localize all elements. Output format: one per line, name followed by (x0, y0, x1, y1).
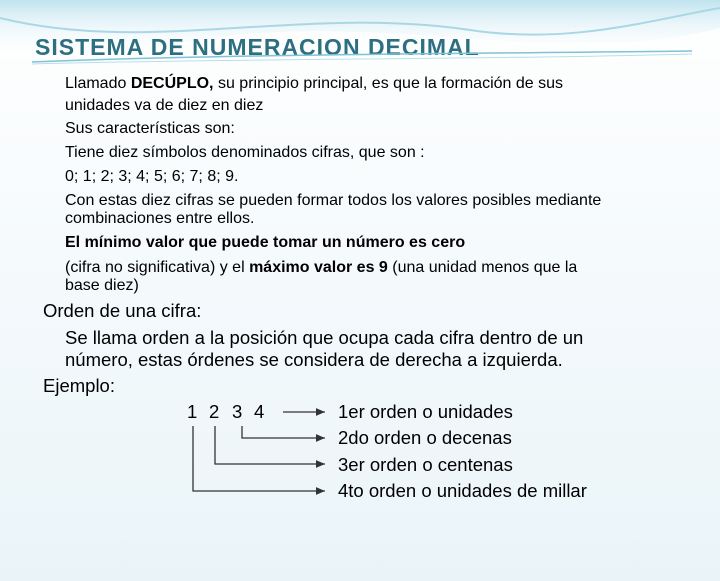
bullet-2-line-1: Con estas diez cifras se pueden formar todos los valores posibles mediante (65, 192, 602, 209)
orden-line-1: Se llama orden a la posición que ocupa cada cifra dentro de un (65, 327, 584, 348)
bullet-3-line-3: base diez) (65, 277, 139, 294)
bullet-1-line-1: Tiene diez símbolos denominados cifras, que son : (65, 144, 425, 161)
bullet-1-line-2: 0; 1; 2; 3; 4; 5; 6; 7; 8; 9. (65, 168, 239, 185)
orden-line-2: número, estas órdenes se considera de derecha a izquierda. (65, 349, 563, 370)
bullet-3-line-2: (cifra no significativa) y el máximo valor es 9 (una unidad menos que la (65, 259, 578, 276)
order-label-tens: 2do orden o decenas (338, 427, 512, 448)
ejemplo-label: Ejemplo: (43, 375, 115, 396)
decuplo-term: DECÚPLO, (130, 75, 214, 92)
connector-tens (242, 426, 325, 438)
orden-heading: Orden de una cifra: (43, 300, 202, 321)
title-underline (32, 50, 692, 70)
intro-line-3: Sus características son: (65, 120, 235, 137)
order-label-units: 1er orden o unidades (338, 401, 513, 422)
example-digit: 4 (254, 401, 265, 422)
page-title: SISTEMA DE NUMERACION DECIMAL (35, 34, 480, 60)
connector-hundreds (215, 426, 325, 464)
connector-thousands (193, 426, 325, 491)
intro-line-2: unidades va de diez en diez (65, 97, 264, 114)
example-digit: 2 (209, 401, 220, 422)
intro-line-1: Llamado DECÚPLO, su principio principal, es que la formación de sus (65, 75, 564, 92)
order-label-thousands: 4to orden o unidades de millar (338, 480, 587, 501)
example-digit: 1 (187, 401, 198, 422)
order-label-hundreds: 3er orden o centenas (338, 454, 513, 475)
bullet-3-line-1: El mínimo valor que puede tomar un número es cero (65, 234, 466, 251)
bullet-2-line-2: combinaciones entre ellos. (65, 210, 255, 227)
example-digit: 3 (232, 401, 243, 422)
